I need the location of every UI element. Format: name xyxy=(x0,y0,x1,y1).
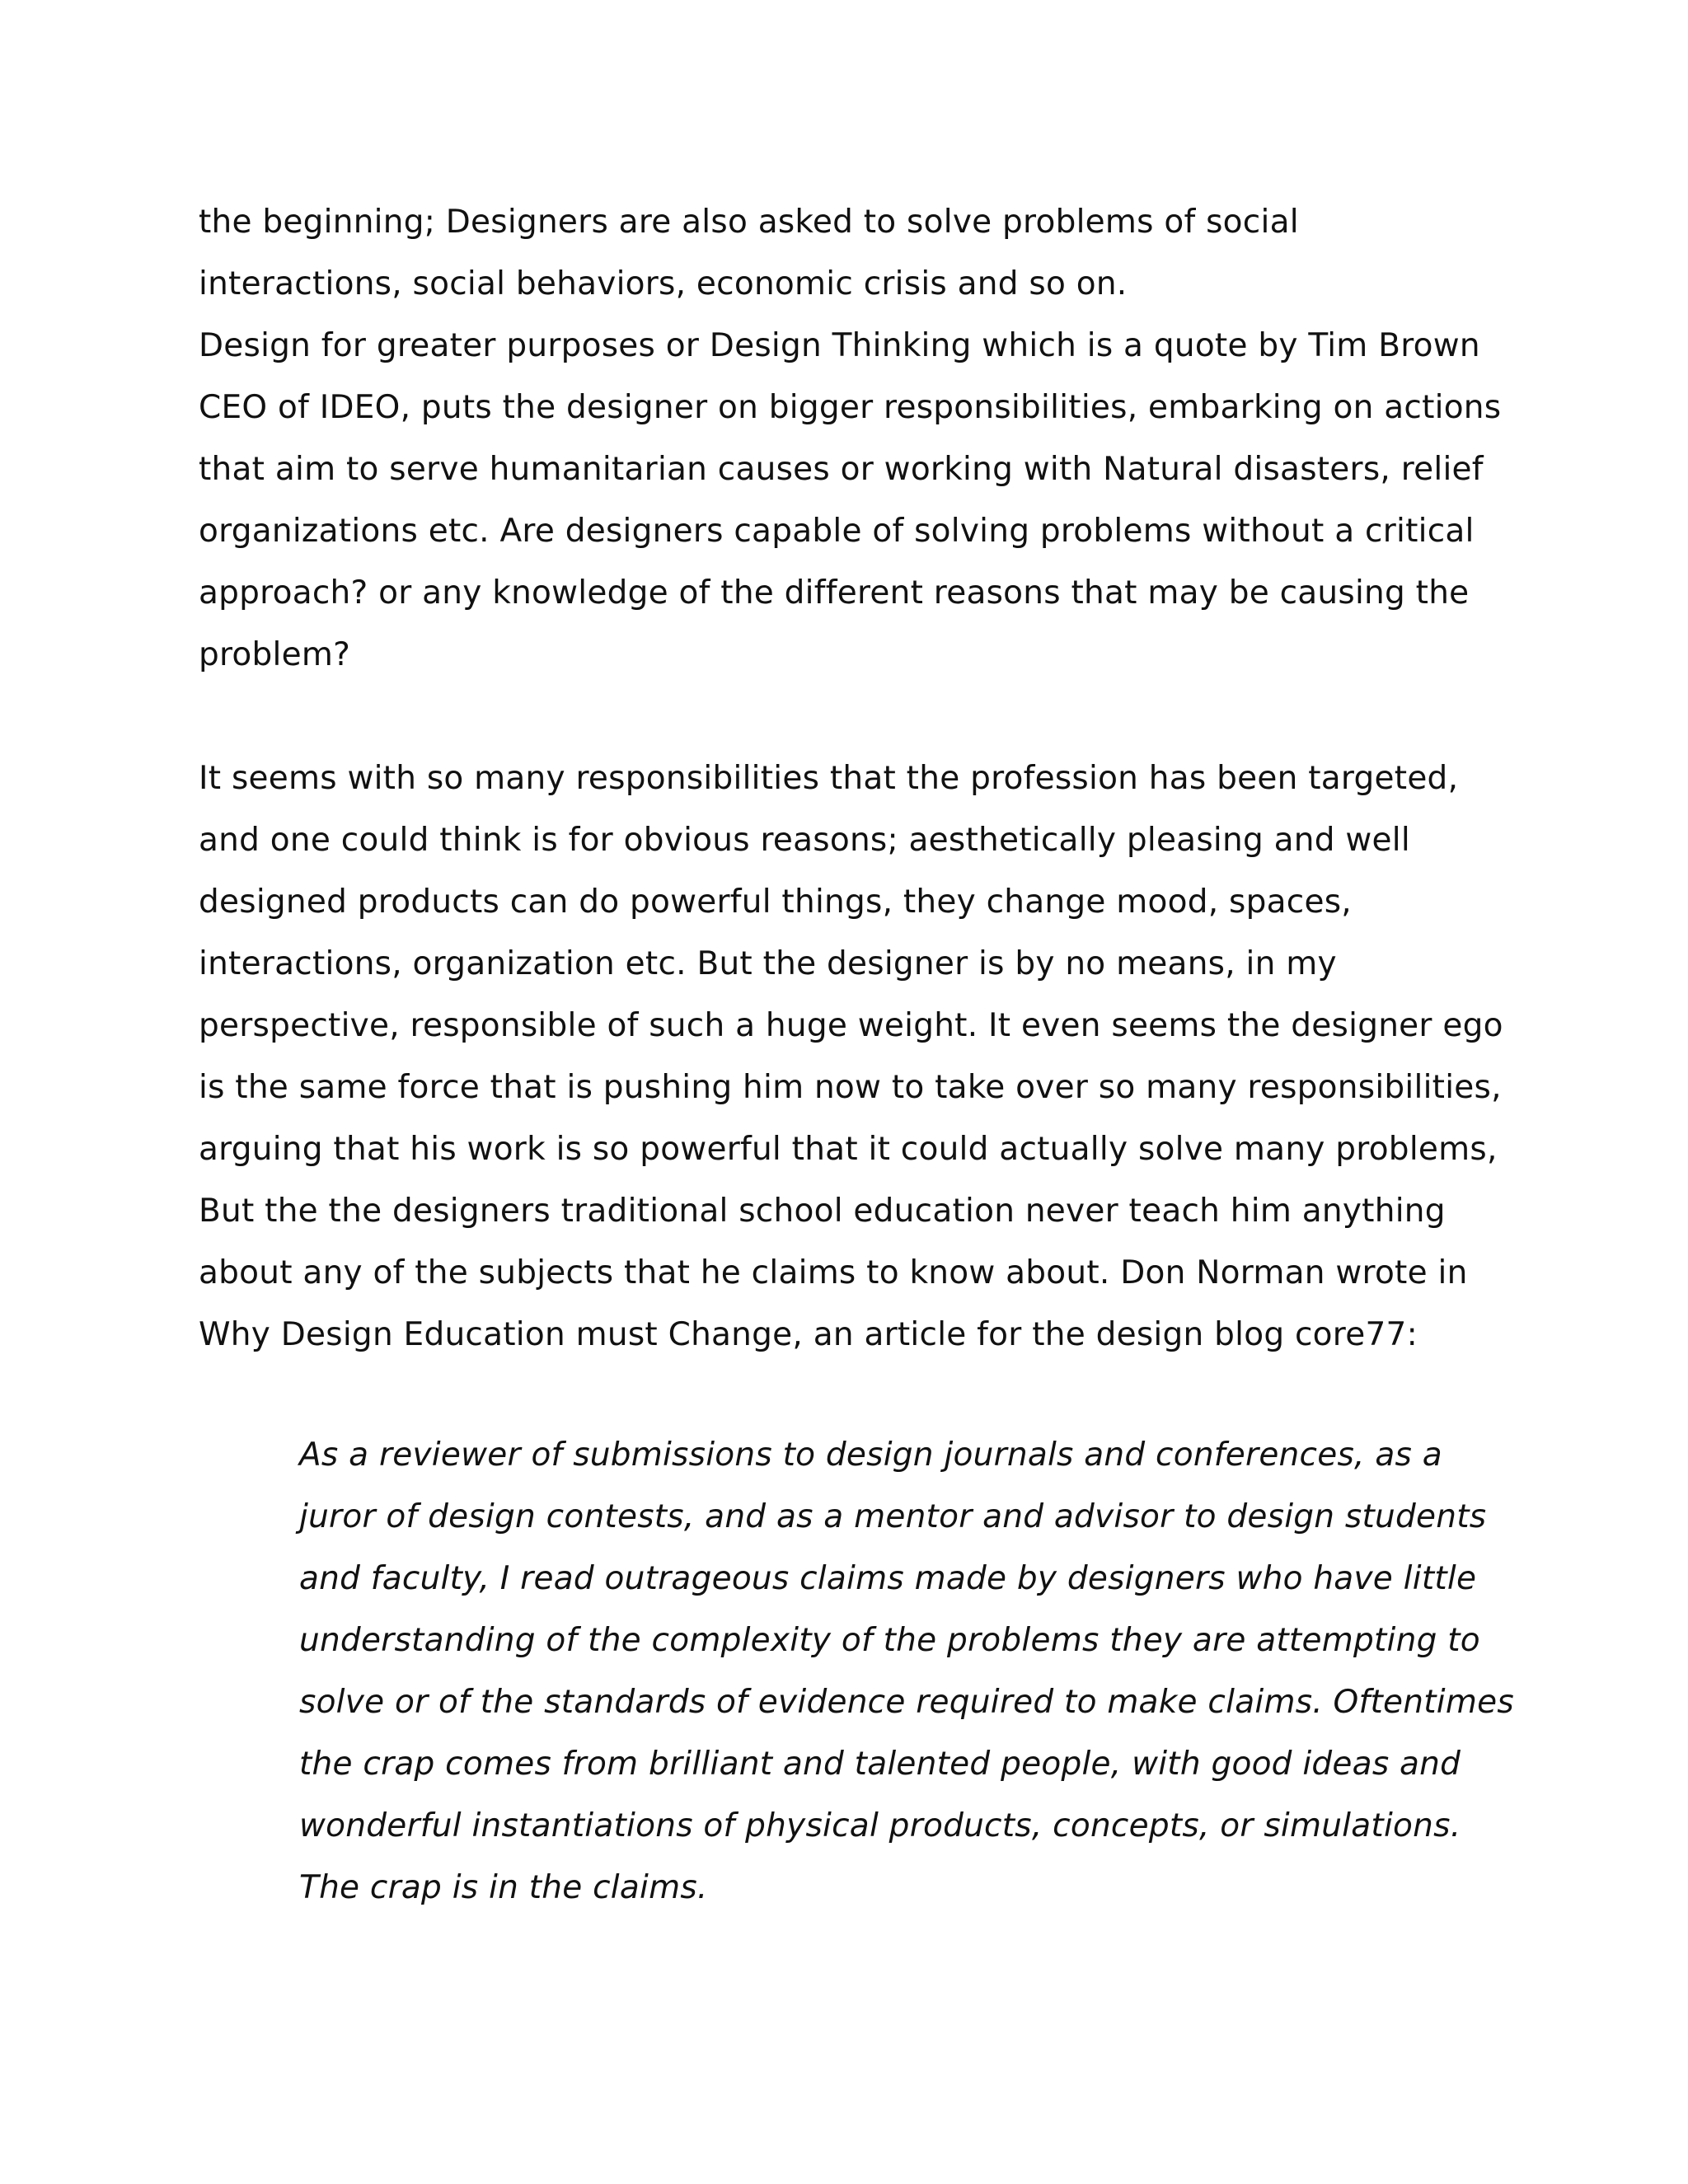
text-line: interactions, organization etc. But the designer is by no means, in my xyxy=(199,945,1337,982)
quote-line: The crap is in the claims. xyxy=(299,1869,708,1906)
body-text xyxy=(199,191,1501,1366)
text-line: perspective, responsible of such a huge weight. It even seems the designer ego xyxy=(199,1007,1503,1044)
quote-line: and faculty, I read outrageous claims made by designers who have little xyxy=(299,1560,1477,1597)
paragraph-1 xyxy=(199,191,1501,686)
text-line: the beginning; Designers are also asked to solve problems of social xyxy=(199,204,1299,241)
block-quote xyxy=(299,1424,1519,1919)
text-line: about any of the subjects that he claims to know about. Don Norman wrote in xyxy=(199,1254,1468,1291)
paragraph-2 xyxy=(199,748,1501,1366)
text-line: designed products can do powerful things, they change mood, spaces, xyxy=(199,883,1352,921)
quote-line: understanding of the complexity of the problems they are attempting to xyxy=(299,1622,1480,1659)
text-line: It seems with so many responsibilities that the profession has been targeted, xyxy=(199,760,1459,797)
text-line: interactions, social behaviors, economic crisis and so on. xyxy=(199,265,1128,302)
text-line: problem? xyxy=(199,636,351,673)
text-line: arguing that his work is so powerful that it could actually solve many problems, xyxy=(199,1131,1498,1168)
quote-line: wonderful instantiations of physical products, concepts, or simulations. xyxy=(299,1807,1461,1844)
text-line: Design for greater purposes or Design Thinking which is a quote by Tim Brown xyxy=(199,327,1480,364)
text-line: approach? or any knowledge of the different reasons that may be causing the xyxy=(199,574,1470,612)
text-line: and one could think is for obvious reasons; aesthetically pleasing and well xyxy=(199,822,1410,859)
text-line: But the the designers traditional school education never teach him anything xyxy=(199,1193,1446,1230)
text-line: that aim to serve humanitarian causes or working with Natural disasters, relief xyxy=(199,451,1484,488)
paragraph-spacer xyxy=(199,686,1501,748)
text-line: CEO of IDEO, puts the designer on bigger responsibilities, embarking on actions xyxy=(199,389,1502,426)
text-line: is the same force that is pushing him now to take over so many responsibilities, xyxy=(199,1069,1502,1106)
quote-line: solve or of the standards of evidence required to make claims. Oftentimes xyxy=(299,1684,1514,1721)
text-line: Why Design Education must Change, an article for the design blog core77: xyxy=(199,1316,1418,1353)
text-line: organizations etc. Are designers capable of solving problems without a critical xyxy=(199,513,1475,550)
quote-line: juror of design contests, and as a mentor and advisor to design students xyxy=(299,1498,1487,1535)
quote-line: the crap comes from brilliant and talented people, with good ideas and xyxy=(299,1746,1461,1783)
quote-line: As a reviewer of submissions to design journals and conferences, as a xyxy=(299,1436,1442,1474)
